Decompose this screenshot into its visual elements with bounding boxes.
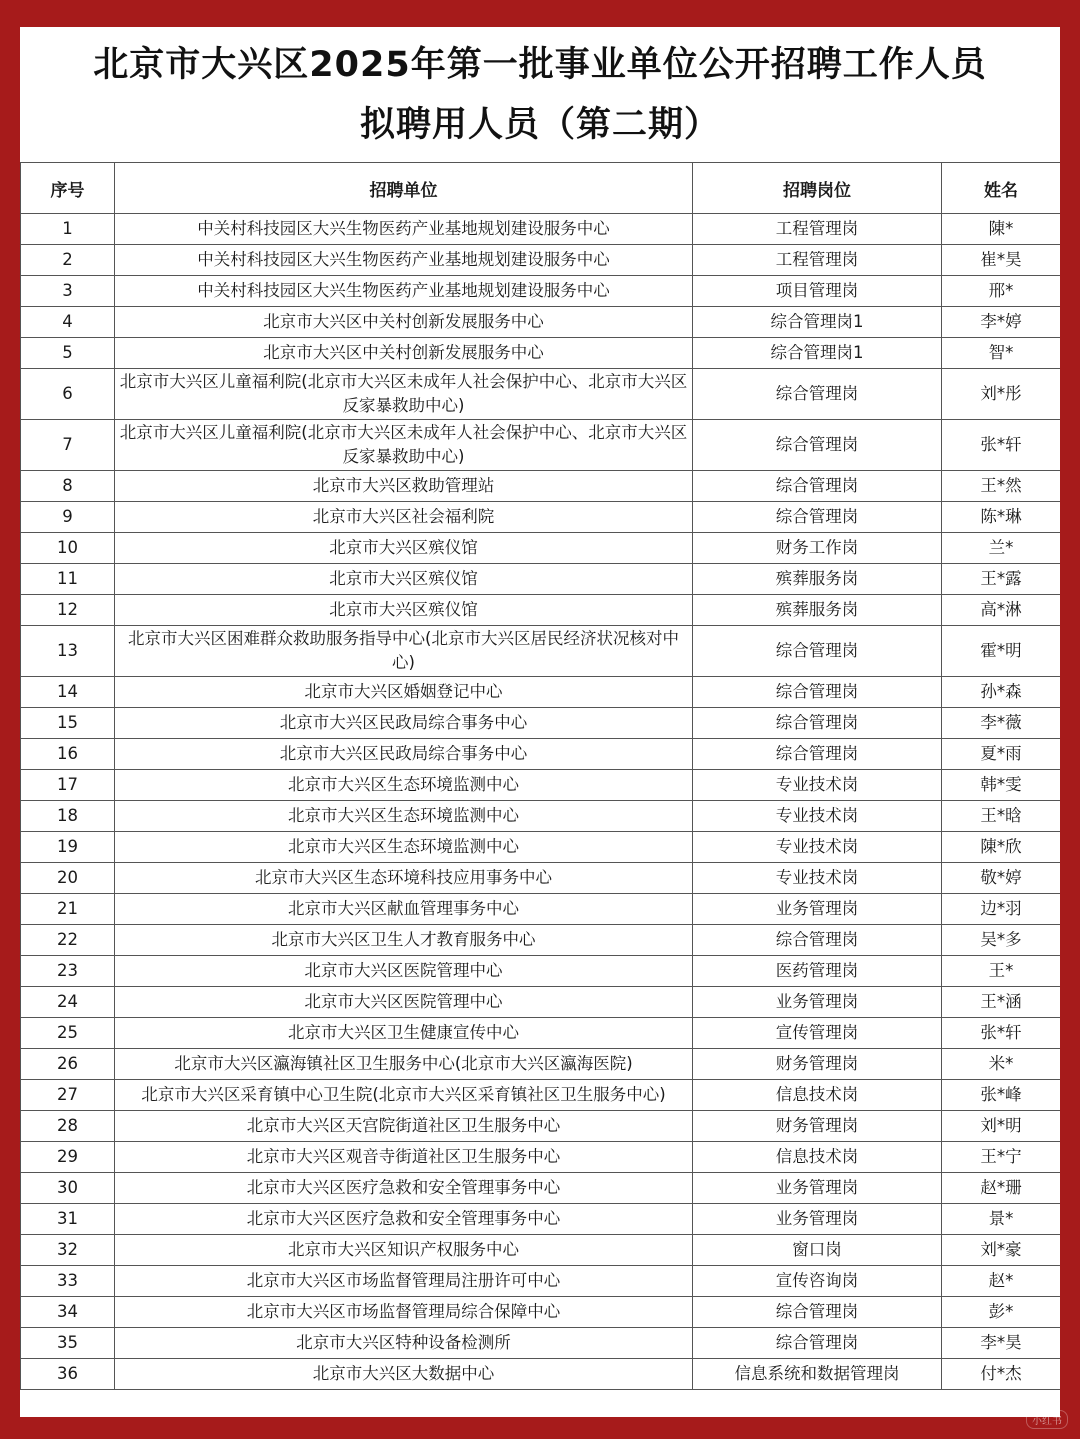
cell-name: 彭* [942, 1297, 1061, 1328]
hiring-table [20, 162, 1060, 1390]
cell-serial-no: 14 [21, 677, 115, 708]
cell-hiring-unit: 北京市大兴区困难群众救助服务指导中心(北京市大兴区居民经济状况核对中心) [115, 626, 693, 677]
cell-serial-no: 26 [21, 1049, 115, 1080]
cell-serial-no: 4 [21, 307, 115, 338]
cell-serial-no: 25 [21, 1018, 115, 1049]
cell-name: 米* [942, 1049, 1061, 1080]
table-row [21, 739, 1061, 770]
cell-serial-no: 21 [21, 894, 115, 925]
cell-hiring-unit: 北京市大兴区观音寺街道社区卫生服务中心 [115, 1142, 693, 1173]
cell-hiring-unit: 北京市大兴区采育镇中心卫生院(北京市大兴区采育镇社区卫生服务中心) [115, 1080, 693, 1111]
cell-name: 韩*雯 [942, 770, 1061, 801]
cell-hiring-unit: 北京市大兴区瀛海镇社区卫生服务中心(北京市大兴区瀛海医院) [115, 1049, 693, 1080]
cell-serial-no: 8 [21, 471, 115, 502]
cell-hiring-post: 综合管理岗 [693, 420, 942, 471]
cell-name: 张*轩 [942, 1018, 1061, 1049]
table-row [21, 1204, 1061, 1235]
cell-serial-no: 11 [21, 564, 115, 595]
cell-name: 王*然 [942, 471, 1061, 502]
cell-hiring-unit: 北京市大兴区知识产权服务中心 [115, 1235, 693, 1266]
cell-hiring-unit: 北京市大兴区民政局综合事务中心 [115, 708, 693, 739]
table-row [21, 863, 1061, 894]
cell-name: 吴*多 [942, 925, 1061, 956]
table-row [21, 626, 1061, 677]
cell-name: 李*婷 [942, 307, 1061, 338]
cell-serial-no: 5 [21, 338, 115, 369]
cell-hiring-post: 信息技术岗 [693, 1142, 942, 1173]
cell-hiring-unit: 北京市大兴区救助管理站 [115, 471, 693, 502]
cell-hiring-unit: 北京市大兴区大数据中心 [115, 1359, 693, 1390]
cell-serial-no: 7 [21, 420, 115, 471]
table-row [21, 708, 1061, 739]
cell-serial-no: 27 [21, 1080, 115, 1111]
cell-hiring-unit: 中关村科技园区大兴生物医药产业基地规划建设服务中心 [115, 245, 693, 276]
cell-serial-no: 24 [21, 987, 115, 1018]
cell-hiring-post: 专业技术岗 [693, 770, 942, 801]
table-row [21, 1266, 1061, 1297]
cell-name: 景* [942, 1204, 1061, 1235]
watermark-logo: 小红书 [1026, 1410, 1068, 1429]
cell-hiring-post: 综合管理岗1 [693, 338, 942, 369]
table-row [21, 307, 1061, 338]
cell-hiring-unit: 北京市大兴区中关村创新发展服务中心 [115, 338, 693, 369]
cell-hiring-unit: 北京市大兴区献血管理事务中心 [115, 894, 693, 925]
cell-serial-no: 19 [21, 832, 115, 863]
table-row [21, 502, 1061, 533]
cell-serial-no: 29 [21, 1142, 115, 1173]
table-row [21, 214, 1061, 245]
cell-name: 李*薇 [942, 708, 1061, 739]
cell-serial-no: 34 [21, 1297, 115, 1328]
cell-hiring-post: 专业技术岗 [693, 863, 942, 894]
table-row [21, 564, 1061, 595]
cell-serial-no: 9 [21, 502, 115, 533]
cell-name: 张*轩 [942, 420, 1061, 471]
cell-hiring-unit: 北京市大兴区卫生人才教育服务中心 [115, 925, 693, 956]
cell-hiring-post: 专业技术岗 [693, 832, 942, 863]
table-row [21, 1080, 1061, 1111]
cell-name: 霍*明 [942, 626, 1061, 677]
cell-name: 邢* [942, 276, 1061, 307]
cell-name: 王*宁 [942, 1142, 1061, 1173]
cell-name: 王*涵 [942, 987, 1061, 1018]
cell-hiring-unit: 北京市大兴区天宫院街道社区卫生服务中心 [115, 1111, 693, 1142]
cell-hiring-post: 窗口岗 [693, 1235, 942, 1266]
table-row [21, 1142, 1061, 1173]
cell-hiring-post: 综合管理岗 [693, 1297, 942, 1328]
cell-name: 边*羽 [942, 894, 1061, 925]
cell-name: 王*露 [942, 564, 1061, 595]
cell-hiring-post: 宣传咨询岗 [693, 1266, 942, 1297]
cell-name: 刘*彤 [942, 369, 1061, 420]
cell-hiring-unit: 北京市大兴区殡仪馆 [115, 533, 693, 564]
cell-hiring-post: 殡葬服务岗 [693, 564, 942, 595]
table-row [21, 369, 1061, 420]
table-header-row [21, 163, 1061, 214]
cell-hiring-post: 综合管理岗 [693, 502, 942, 533]
table-row [21, 338, 1061, 369]
cell-serial-no: 23 [21, 956, 115, 987]
table-row [21, 925, 1061, 956]
cell-hiring-unit: 北京市大兴区殡仪馆 [115, 564, 693, 595]
header-serial-no: 序号 [21, 163, 115, 214]
table-row [21, 533, 1061, 564]
cell-hiring-post: 综合管理岗 [693, 1328, 942, 1359]
cell-serial-no: 32 [21, 1235, 115, 1266]
cell-hiring-post: 综合管理岗 [693, 369, 942, 420]
table-row [21, 1018, 1061, 1049]
table-row [21, 471, 1061, 502]
cell-serial-no: 30 [21, 1173, 115, 1204]
cell-hiring-post: 财务工作岗 [693, 533, 942, 564]
table-row [21, 832, 1061, 863]
cell-name: 王* [942, 956, 1061, 987]
cell-hiring-unit: 北京市大兴区卫生健康宣传中心 [115, 1018, 693, 1049]
page-title-line-2: 拟聘用人员（第二期） [359, 104, 720, 145]
cell-hiring-post: 综合管理岗 [693, 677, 942, 708]
table-row [21, 1111, 1061, 1142]
table-row [21, 1328, 1061, 1359]
table-row [21, 420, 1061, 471]
cell-hiring-post: 工程管理岗 [693, 214, 942, 245]
cell-hiring-post: 业务管理岗 [693, 1204, 942, 1235]
table-row [21, 276, 1061, 307]
cell-serial-no: 2 [21, 245, 115, 276]
cell-hiring-unit: 北京市大兴区市场监督管理局综合保障中心 [115, 1297, 693, 1328]
cell-hiring-post: 财务管理岗 [693, 1111, 942, 1142]
cell-hiring-post: 业务管理岗 [693, 894, 942, 925]
table-row [21, 595, 1061, 626]
title-block [20, 27, 1060, 162]
header-hiring-unit: 招聘单位 [115, 163, 693, 214]
cell-serial-no: 6 [21, 369, 115, 420]
cell-hiring-unit: 北京市大兴区特种设备检测所 [115, 1328, 693, 1359]
cell-serial-no: 28 [21, 1111, 115, 1142]
cell-hiring-unit: 北京市大兴区儿童福利院(北京市大兴区未成年人社会保护中心、北京市大兴区反家暴救助中心) [115, 369, 693, 420]
cell-hiring-unit: 北京市大兴区医院管理中心 [115, 956, 693, 987]
cell-hiring-unit: 北京市大兴区社会福利院 [115, 502, 693, 533]
cell-hiring-post: 业务管理岗 [693, 1173, 942, 1204]
cell-name: 夏*雨 [942, 739, 1061, 770]
cell-hiring-unit: 北京市大兴区市场监督管理局注册许可中心 [115, 1266, 693, 1297]
table-row [21, 1049, 1061, 1080]
cell-hiring-post: 专业技术岗 [693, 801, 942, 832]
cell-name: 智* [942, 338, 1061, 369]
cell-hiring-unit: 北京市大兴区殡仪馆 [115, 595, 693, 626]
cell-hiring-unit: 北京市大兴区医疗急救和安全管理事务中心 [115, 1173, 693, 1204]
cell-name: 敬*婷 [942, 863, 1061, 894]
cell-serial-no: 15 [21, 708, 115, 739]
cell-hiring-unit: 北京市大兴区民政局综合事务中心 [115, 739, 693, 770]
cell-hiring-unit: 北京市大兴区生态环境监测中心 [115, 770, 693, 801]
cell-name: 陈*琳 [942, 502, 1061, 533]
cell-hiring-unit: 北京市大兴区婚姻登记中心 [115, 677, 693, 708]
cell-hiring-post: 综合管理岗 [693, 739, 942, 770]
cell-hiring-unit: 北京市大兴区医疗急救和安全管理事务中心 [115, 1204, 693, 1235]
cell-name: 付*杰 [942, 1359, 1061, 1390]
cell-hiring-post: 综合管理岗 [693, 626, 942, 677]
cell-hiring-post: 综合管理岗 [693, 471, 942, 502]
cell-hiring-post: 医药管理岗 [693, 956, 942, 987]
cell-name: 陳* [942, 214, 1061, 245]
cell-serial-no: 17 [21, 770, 115, 801]
cell-serial-no: 10 [21, 533, 115, 564]
cell-hiring-unit: 北京市大兴区生态环境监测中心 [115, 801, 693, 832]
cell-hiring-post: 项目管理岗 [693, 276, 942, 307]
cell-serial-no: 33 [21, 1266, 115, 1297]
cell-serial-no: 36 [21, 1359, 115, 1390]
cell-hiring-unit: 北京市大兴区中关村创新发展服务中心 [115, 307, 693, 338]
cell-name: 赵* [942, 1266, 1061, 1297]
document-page [20, 27, 1060, 1417]
cell-serial-no: 12 [21, 595, 115, 626]
cell-hiring-unit: 北京市大兴区医院管理中心 [115, 987, 693, 1018]
cell-serial-no: 31 [21, 1204, 115, 1235]
cell-name: 刘*豪 [942, 1235, 1061, 1266]
cell-hiring-post: 综合管理岗 [693, 925, 942, 956]
cell-hiring-post: 财务管理岗 [693, 1049, 942, 1080]
header-hiring-post: 招聘岗位 [693, 163, 942, 214]
cell-hiring-post: 殡葬服务岗 [693, 595, 942, 626]
table-row [21, 987, 1061, 1018]
cell-hiring-unit: 中关村科技园区大兴生物医药产业基地规划建设服务中心 [115, 214, 693, 245]
cell-hiring-post: 业务管理岗 [693, 987, 942, 1018]
cell-hiring-post: 宣传管理岗 [693, 1018, 942, 1049]
cell-name: 赵*珊 [942, 1173, 1061, 1204]
cell-hiring-post: 综合管理岗1 [693, 307, 942, 338]
cell-hiring-post: 信息技术岗 [693, 1080, 942, 1111]
cell-name: 崔*昊 [942, 245, 1061, 276]
cell-name: 张*峰 [942, 1080, 1061, 1111]
cell-serial-no: 1 [21, 214, 115, 245]
table-row [21, 770, 1061, 801]
cell-serial-no: 13 [21, 626, 115, 677]
table-row [21, 677, 1061, 708]
cell-serial-no: 20 [21, 863, 115, 894]
table-row [21, 956, 1061, 987]
cell-hiring-unit: 北京市大兴区生态环境监测中心 [115, 832, 693, 863]
cell-name: 李*昊 [942, 1328, 1061, 1359]
table-row [21, 801, 1061, 832]
page-title-line-1: 北京市大兴区2025年第一批事业单位公开招聘工作人员 [93, 44, 987, 85]
cell-serial-no: 3 [21, 276, 115, 307]
table-row [21, 1359, 1061, 1390]
table-row [21, 1297, 1061, 1328]
cell-hiring-unit: 北京市大兴区儿童福利院(北京市大兴区未成年人社会保护中心、北京市大兴区反家暴救助中心) [115, 420, 693, 471]
cell-hiring-post: 工程管理岗 [693, 245, 942, 276]
table-row [21, 245, 1061, 276]
table-row [21, 894, 1061, 925]
header-name: 姓名 [942, 163, 1061, 214]
cell-name: 孙*森 [942, 677, 1061, 708]
cell-serial-no: 22 [21, 925, 115, 956]
cell-name: 王*晗 [942, 801, 1061, 832]
cell-hiring-unit: 中关村科技园区大兴生物医药产业基地规划建设服务中心 [115, 276, 693, 307]
table-row [21, 1235, 1061, 1266]
cell-name: 陳*欣 [942, 832, 1061, 863]
table-row [21, 1173, 1061, 1204]
table-body [21, 214, 1061, 1390]
cell-hiring-post: 综合管理岗 [693, 708, 942, 739]
cell-name: 高*淋 [942, 595, 1061, 626]
cell-name: 兰* [942, 533, 1061, 564]
cell-serial-no: 16 [21, 739, 115, 770]
cell-hiring-post: 信息系统和数据管理岗 [693, 1359, 942, 1390]
cell-serial-no: 35 [21, 1328, 115, 1359]
cell-serial-no: 18 [21, 801, 115, 832]
cell-hiring-unit: 北京市大兴区生态环境科技应用事务中心 [115, 863, 693, 894]
cell-name: 刘*明 [942, 1111, 1061, 1142]
